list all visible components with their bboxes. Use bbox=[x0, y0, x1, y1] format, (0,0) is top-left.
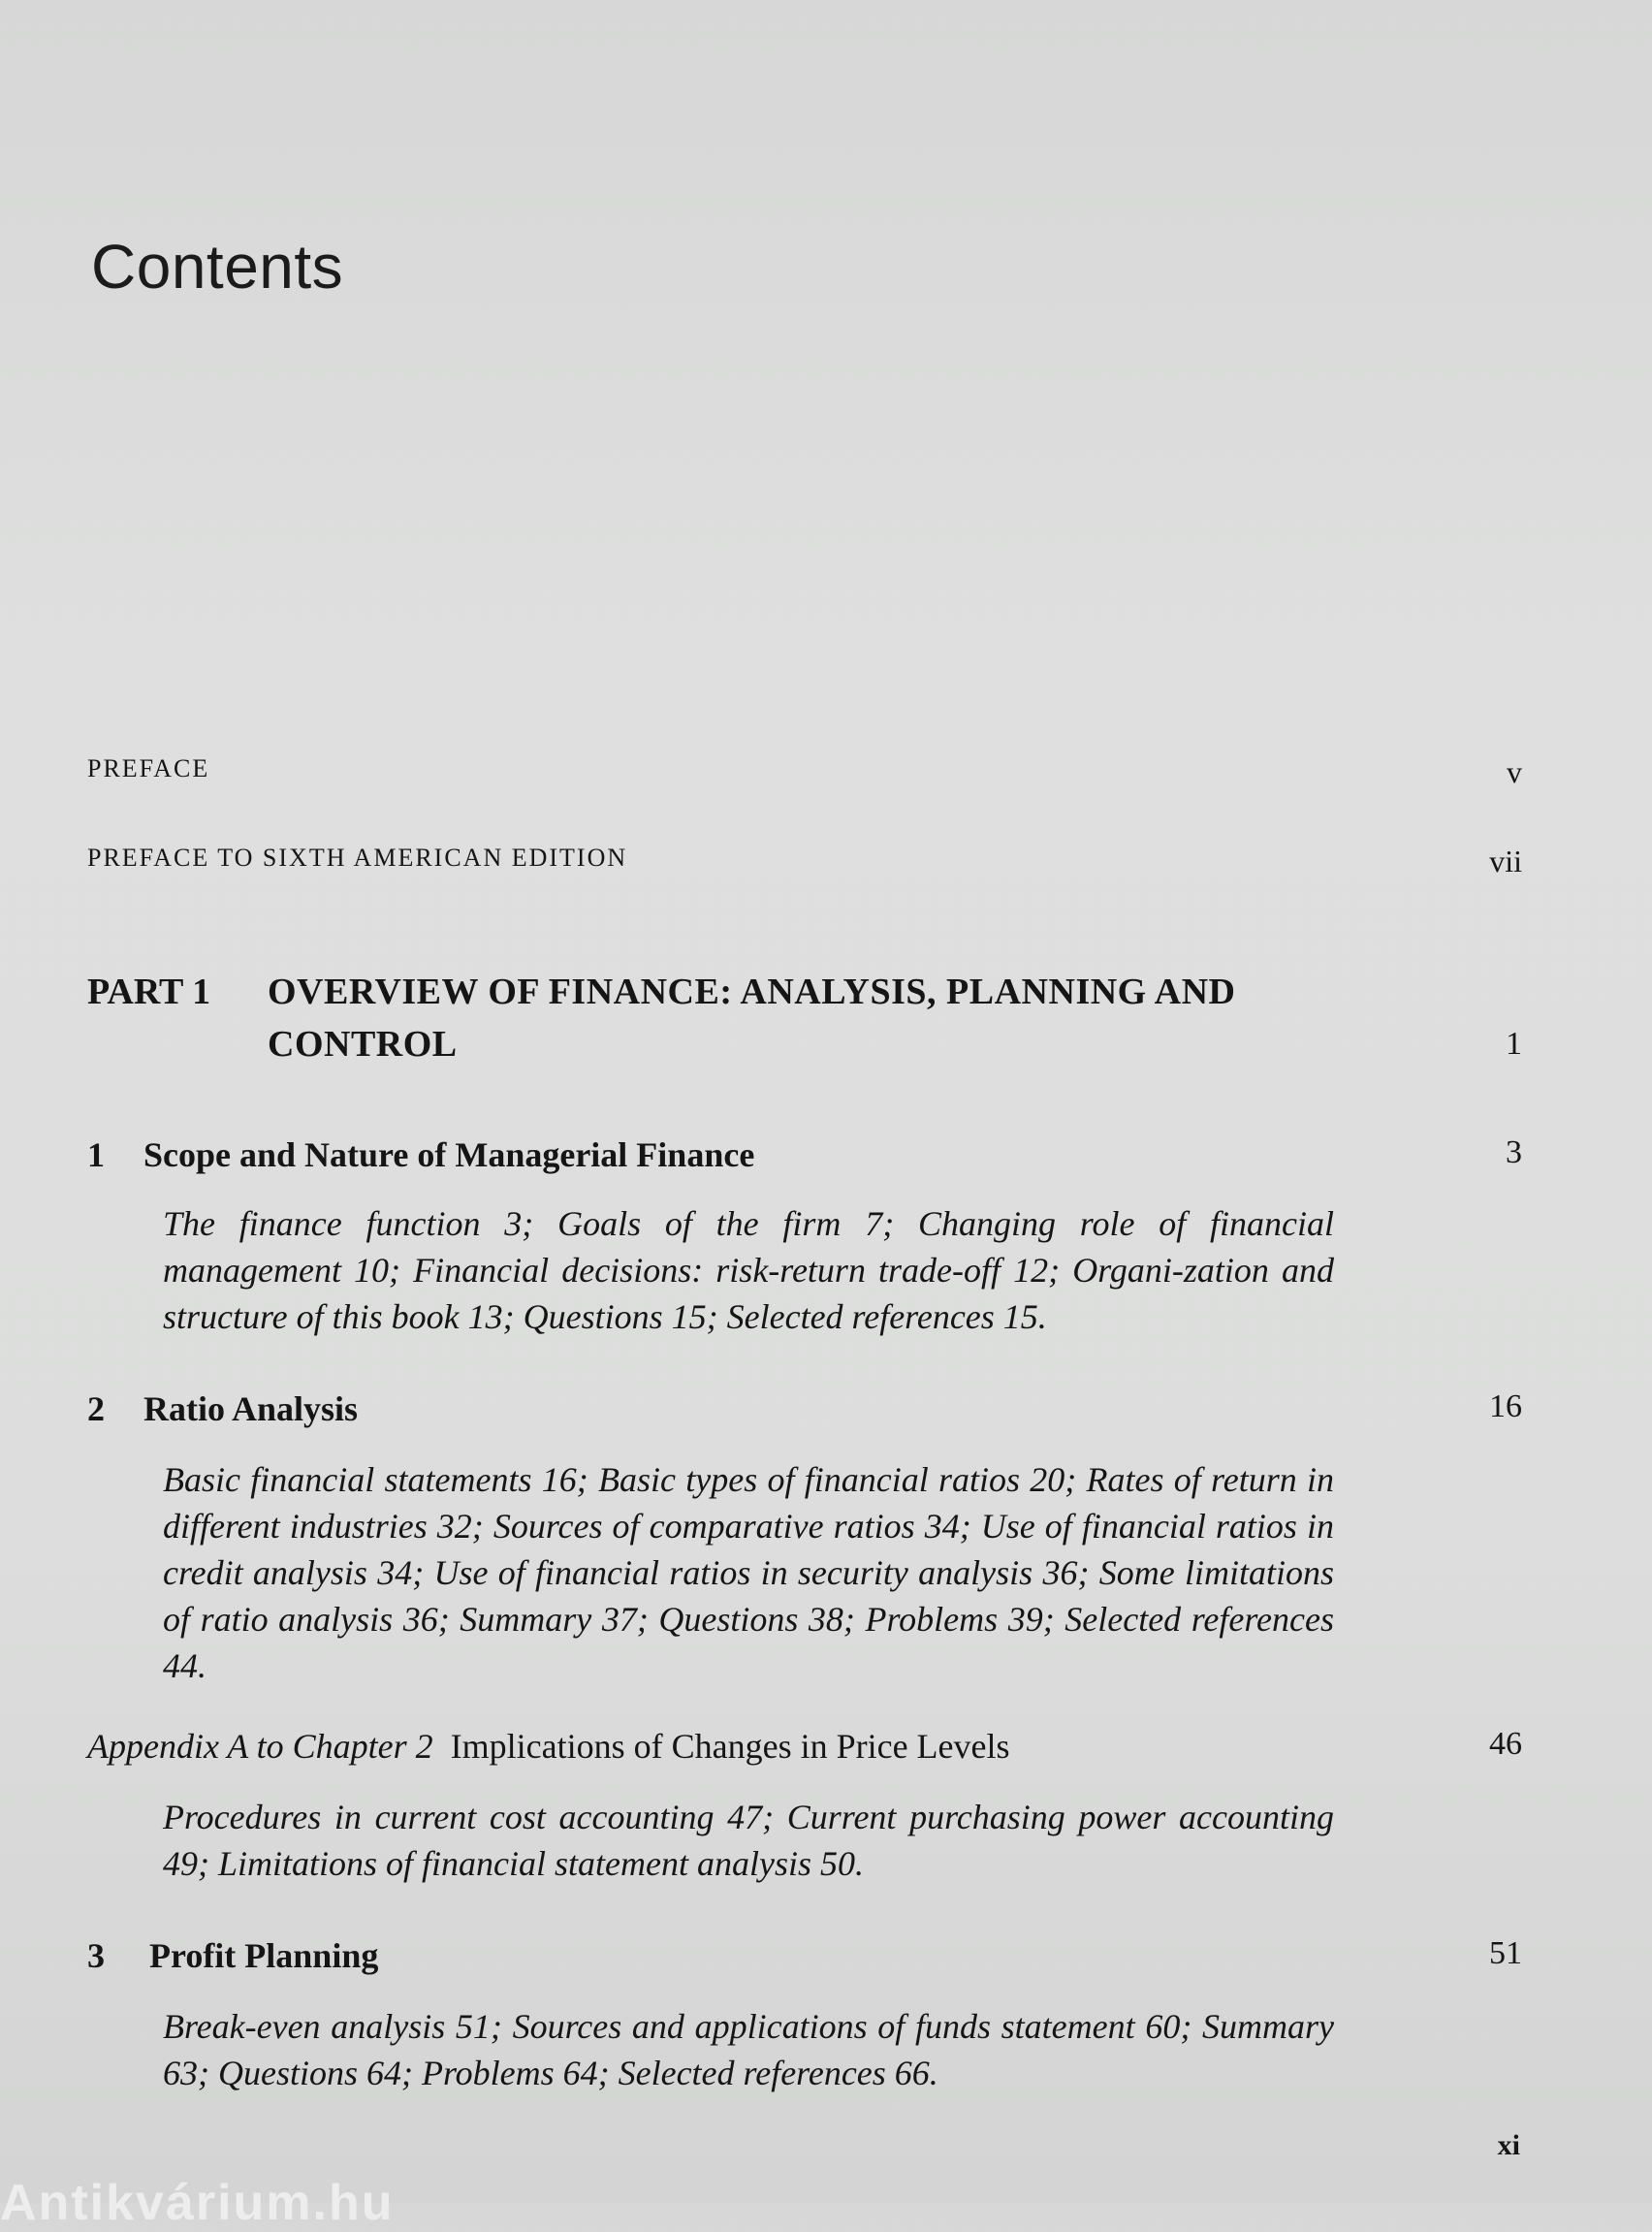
watermark-text: Antikvárium.hu bbox=[0, 2175, 395, 2231]
toc-chapter-3[interactable] bbox=[87, 1935, 1522, 1976]
chapter-title: Scope and Nature of Managerial Finance bbox=[143, 1135, 755, 1174]
page-title: Contents bbox=[91, 232, 344, 302]
toc-entry-preface[interactable] bbox=[87, 754, 1522, 789]
toc-entry-preface-sixth-edition[interactable] bbox=[87, 844, 1522, 878]
toc-chapter-2[interactable] bbox=[87, 1388, 1522, 1429]
appendix-title: Implications of Changes in Price Levels bbox=[450, 1727, 1010, 1766]
page-folio: xi bbox=[1497, 2129, 1520, 2161]
chapter-page: 51 bbox=[1489, 1935, 1522, 1971]
toc-entry-page: vii bbox=[1489, 844, 1522, 878]
appendix-label: Appendix A to Chapter 2 bbox=[87, 1727, 433, 1766]
toc-chapter-1[interactable] bbox=[87, 1134, 1522, 1175]
chapter-2-entries: Basic financial statements 16; Basic types of financial ratios 20; Rates of return in different industries 32; Sources of comparative ratios 34; Use of financial ratios in credit analysis 34; Use of financial ratios in security analysis 36; Some limitations of ratio analysis 36; Summary 37; Questions 38; Problems 39; Selected references 44. bbox=[163, 1460, 1334, 1685]
chapter-3-entries: Break-even analysis 51; Sources and applications of funds statement 60; Summary 63; Questions 64; Problems 64; Selected references 66. bbox=[163, 2007, 1334, 2092]
part-title: OVERVIEW OF FINANCE: ANALYSIS, PLANNING AND CONTROL bbox=[268, 972, 1236, 1065]
chapter-number: 2 bbox=[87, 1389, 105, 1428]
toc-entry-label: PREFACE TO SIXTH AMERICAN EDITION bbox=[87, 844, 628, 872]
chapter-number: 1 bbox=[87, 1135, 105, 1174]
toc-appendix-a[interactable] bbox=[87, 1726, 1522, 1767]
appendix-entries: Procedures in current cost accounting 47; Current purchasing power accounting 49; Limitations of financial statement analysis 50. bbox=[163, 1798, 1334, 1883]
toc-entry-label: PREFACE bbox=[87, 754, 210, 782]
part-number: PART 1 bbox=[87, 972, 211, 1012]
chapter-page: 16 bbox=[1489, 1388, 1522, 1424]
chapter-1-entries: The finance function 3; Goals of the firm 7; Changing role of financial management 10; Financial decisions: risk-return trade-off 12; Organi-zation and structure of this book 13; Questions 15; Selected references 15. bbox=[163, 1204, 1334, 1336]
appendix-page: 46 bbox=[1489, 1726, 1522, 1762]
toc-entry-page: v bbox=[1507, 754, 1522, 789]
chapter-number: 3 bbox=[87, 1936, 105, 1975]
chapter-page: 3 bbox=[1506, 1134, 1522, 1170]
chapter-title: Ratio Analysis bbox=[143, 1389, 359, 1428]
chapter-title: Profit Planning bbox=[149, 1936, 379, 1975]
part-page: 1 bbox=[1506, 1026, 1522, 1062]
